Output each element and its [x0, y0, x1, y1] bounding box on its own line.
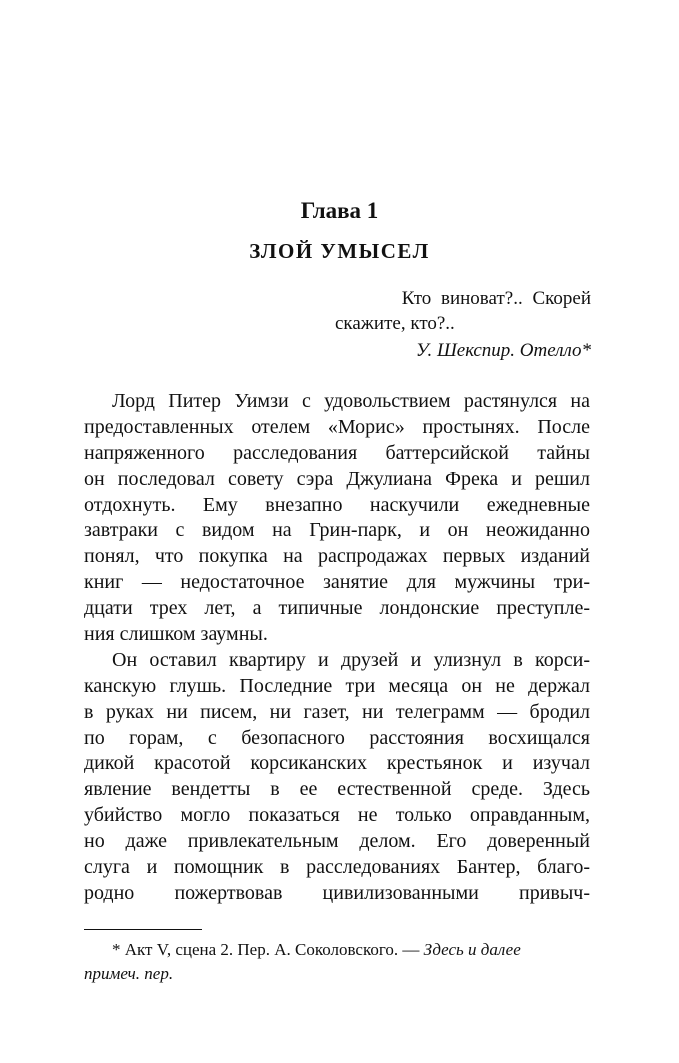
chapter-title: ЗЛОЙ УМЫСЕЛ: [249, 239, 430, 263]
text-line: завтраки с видом на Грин-парк, и он неожиданно: [84, 519, 590, 542]
epigraph-line-2: скажите, кто?..: [335, 313, 455, 334]
text-line: убийство могло показаться не только оправданным,: [84, 804, 590, 827]
epigraph-line-1: Кто виноват?.. Скорей: [401, 288, 591, 309]
text-line: напряженного расследования баттерсийской тайны: [84, 441, 590, 464]
text-line: в руках ни писем, ни газет, ни телеграмм — бродил: [84, 700, 590, 723]
text-line: он последовал совету сэра Джулиана Фрека и решил: [84, 467, 590, 490]
text-line: отдохнуть. Ему внезапно наскучили ежедневные: [84, 493, 590, 516]
footnote-line-2: примеч. пер.: [84, 964, 174, 983]
text-line: слуга и помощник в расследованиях Бантер, благо-: [84, 856, 590, 879]
footnote: [84, 938, 590, 986]
body-text: [84, 389, 590, 907]
epigraph-source: У. Шекспир. Отелло*: [415, 340, 591, 361]
text-line: дикой красотой корсиканских крестьянок и изучал: [84, 752, 590, 775]
text-line: но даже привлекательным делом. Его доверенный: [84, 830, 590, 853]
text-line: предоставленных отелем «Морис» простынях. После: [84, 415, 590, 438]
paragraph-2: [84, 648, 590, 907]
text-line: понял, что покупка на распродажах первых изданий: [84, 545, 590, 568]
epigraph: [291, 286, 591, 363]
footnote-divider: [84, 929, 202, 930]
text-line: Лорд Питер Уимзи с удовольствием растянулся на: [112, 390, 590, 412]
footnote-line-1: [84, 938, 590, 962]
text-line: Он оставил квартиру и друзей и улизнул в корси-: [112, 648, 590, 671]
text-line: по горам, с безопасного расстояния восхищался: [84, 726, 590, 749]
text-line: дцати трех лет, а типичные лондонские преступле-: [84, 597, 590, 620]
text-line: явление вендетты в ее естественной среде. Здесь: [84, 778, 590, 801]
paragraph-1: [84, 389, 590, 648]
text-line: книг — недостаточное занятие для мужчины три-: [84, 571, 590, 594]
footnote-text: * Акт V, сцена 2. Пер. А. Соколовского. —: [112, 940, 424, 959]
chapter-number: Глава 1: [300, 198, 379, 223]
text-line: ния слишком заумны.: [84, 623, 268, 646]
footnote-italic-text: Здесь и далее: [423, 940, 521, 959]
text-line: канскую глушь. Последние три месяца он не держал: [84, 674, 590, 697]
text-line: родно пожертвовав цивилизованными привыч-: [84, 881, 590, 904]
